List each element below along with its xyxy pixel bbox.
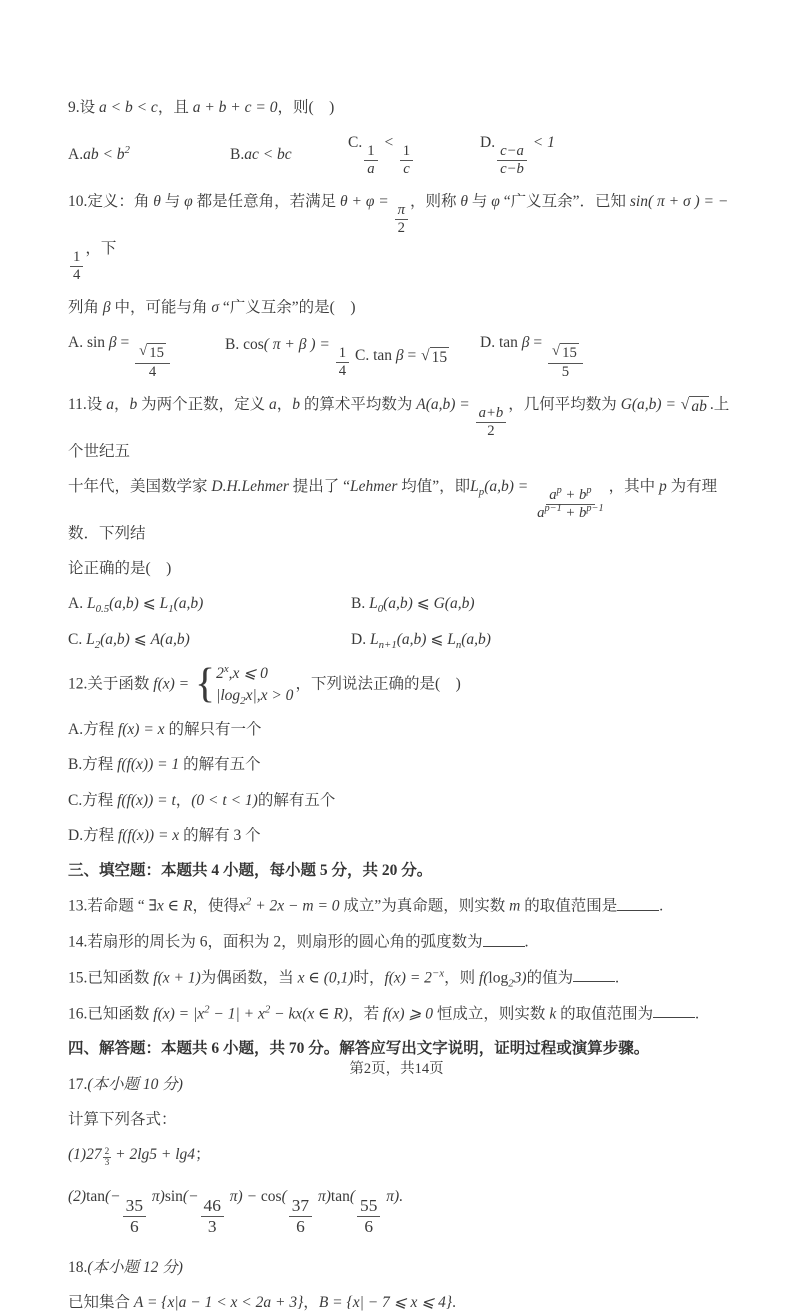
answer-blank — [653, 1002, 695, 1019]
q11-options-cd — [68, 628, 733, 651]
answer-blank — [573, 966, 615, 983]
q18-head: 18.(本小题 12 分) — [68, 1259, 183, 1277]
section-3-header: 三、填空题：本题共 4 小题，每小题 5 分，共 20 分。 — [68, 862, 433, 880]
doc-lines — [68, 96, 733, 1315]
q9-options-col-0: $A.ab < b^2$ — [68, 143, 130, 164]
q11-options-cd-col-0: C. $L_2(a,b)$ ⩽ A(a,b) — [68, 630, 190, 651]
q18-body: 已知集合 A = {x|a − 1 < x < 2a + 3}，B = {x| − 7 ⩽ x ⩽ 4}. — [68, 1294, 456, 1312]
fraction: $\frac{c-a}{c-b}$ — [497, 143, 527, 178]
fraction: $\frac{1}{4}$ — [70, 249, 83, 284]
q10-options — [68, 331, 733, 380]
fraction: √ 15 5 — [548, 343, 583, 380]
q11-options-ab — [68, 592, 733, 615]
fraction: $\frac{\pi}{2}$ — [395, 202, 408, 237]
q9-options-col-3: D. $\frac{c-a}{c-b}$ < 1 — [480, 134, 555, 178]
q17-intro: 计算下列各式： — [68, 1110, 177, 1128]
fraction: $\frac{a+b}{2}$ — [476, 405, 507, 440]
fraction: $\frac{a^p + b^p}{a^{p-1} + b^{p-1}}$ — [537, 485, 604, 521]
radical: √ 15 — [139, 343, 164, 362]
fraction: $\frac{1}{4}$ — [336, 345, 349, 380]
q13: 13.若命题 “ ∃x ∈ R，使得$x^2 + 2x - m = 0$ 成立”为真命题，则实数 m 的取值范围是 . — [68, 895, 664, 915]
q11-stem-2: 十年代，美国数学家 D.H.Lehmer 提出了 “Lehmer 均值”，即$L_p(a,b)$ = $\frac{a^p + b^p}{a^{p-1} + b^{p-1}}$ ，其中 p 为有理数．下列结 — [68, 477, 718, 542]
radical: √ ab — [680, 395, 707, 415]
q10-stem-1: 10.定义：角 θ 与 φ 都是任意角，若满足 θ + φ = $\frac{\pi}{2}$ ，则称 θ 与 φ “广义互余”．已知 sin( π + σ ) = − $\frac{1}{4}$ ，下 — [68, 193, 729, 284]
fraction: $\frac{35}{6}$ — [123, 1196, 146, 1239]
q14: 14.若扇形的周长为 6，面积为 2，则扇形的圆心角的弧度数为 . — [68, 930, 733, 954]
fraction: $\frac{55}{6}$ — [357, 1196, 380, 1239]
q15: 15.已知函数 f(x + 1)为偶函数，当 x ∈ (0,1)时，$f(x) = 2^{-x}$，则 $f(\log_23)$的值为 . — [68, 967, 619, 990]
q12-stem: 12.关于函数 f(x) = { 2$^x$,x ⩽ 0 $|\log_2x|,x > 0$ ，下列说法正确的是( ) — [68, 660, 461, 707]
q12-option-a: A.方程 f(x) = x 的解只有一个 — [68, 721, 262, 739]
q12-option-d: D.方程 f(f(x)) = x 的解有 3 个 — [68, 826, 261, 844]
q11-options-cd-col-1: D. $L_{n+1}(a,b)$ ⩽ $L_n(a,b)$ — [351, 630, 491, 651]
fraction: $\frac{1}{a}$ — [364, 143, 377, 178]
radical: √ 15 — [421, 347, 448, 367]
fraction: √ 15 4 — [135, 343, 170, 380]
fraction: $\frac{37}{6}$ — [289, 1196, 312, 1239]
answer-blank — [617, 894, 659, 911]
q10-options-col-0: A. sin β = √ 15 4 — [68, 331, 225, 380]
q16: 16.已知函数 $f(x) = |x^2 - 1| + x^2 - kx(x$ ∈ R)，若 f(x) ⩾ 0 恒成立，则实数 k 的取值范围为 . — [68, 1003, 699, 1023]
q11-stem-1: 11.设 a，b 为两个正数，定义 a，b 的算术平均数为 A(a,b) = $\frac{a+b}{2}$ ，几何平均数为 G(a,b) = √ ab .上个世纪五 — [68, 395, 730, 460]
q17-head: 17.(本小题 10 分) — [68, 1075, 183, 1093]
superscript-fraction: $\frac{2}{3}$ — [104, 1146, 110, 1169]
q10-options-col-3: D. tan β = √ 15 5 — [480, 331, 733, 380]
q11-stem-3: 论正确的是( ) — [68, 560, 172, 578]
answer-blank — [483, 930, 525, 947]
q10-options-col-2: C. tan β = √ 15 — [355, 347, 448, 367]
section-4-header: 四、解答题：本题共 6 小题，共 70 分。解答应写出文字说明，证明过程或演算步骤。 — [68, 1040, 650, 1058]
q10-options-col-1: B. cos( π + β ) = $\frac{1}{4}$ — [225, 333, 355, 380]
radical: √ 15 — [552, 343, 577, 362]
fraction: $\frac{46}{3}$ — [201, 1196, 224, 1239]
q11-options-ab-col-1: B. $L_0(a,b)$ ⩽ G(a,b) — [351, 595, 475, 616]
q17-part2: (2)tan(− $\frac{35}{6}$ π)sin(− $\frac{46}{3}$ π) − cos( $\frac{37}{6}$ π)tan( $\frac{55}{6}$ π). — [68, 1188, 404, 1237]
q9-options-col-2: C. $\frac{1}{a}$ < $\frac{1}{c}$ — [348, 131, 480, 178]
q9-stem: 9.设 a < b < c，且 a + b + c = 0，则( ) — [68, 99, 335, 116]
piecewise-cases: { 2$^x$,x ⩽ 0 $|\log_2x|,x > 0$ — [194, 660, 294, 707]
q12-option-b: B.方程 f(f(x)) = 1 的解有五个 — [68, 756, 261, 774]
q17-part1: (1)27 $\frac{2}{3}$ + 2lg5 + lg4； — [68, 1146, 211, 1169]
fraction: $\frac{1}{c}$ — [400, 143, 413, 178]
q11-options-ab-col-0: A. $L_{0.5}(a,b)$ ⩽ $L_1(a,b)$ — [68, 595, 204, 616]
q12-option-c: C.方程 f(f(x)) = t，(0 < t < 1)的解有五个 — [68, 791, 336, 809]
q9-options — [68, 131, 733, 178]
q10-stem-2: 列角 β 中，可能与角 σ “广义互余”的是( ) — [68, 299, 356, 317]
q9-options-col-1: B.ac < bc — [230, 146, 292, 164]
page-footer: 第2页，共14页 — [349, 1061, 444, 1077]
